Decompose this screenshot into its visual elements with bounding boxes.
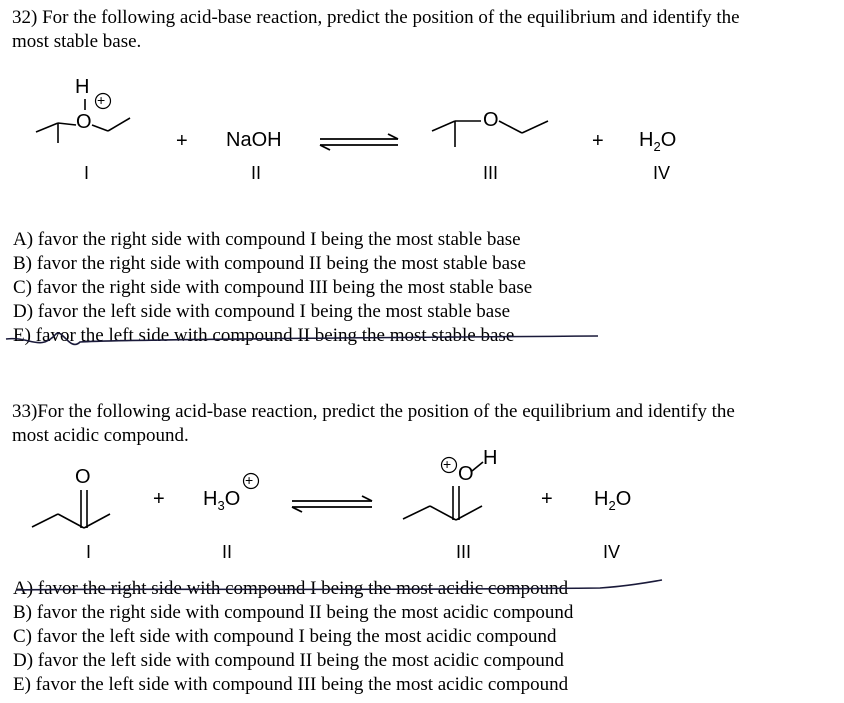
q32-compound-iii-o-atom: O <box>483 109 499 131</box>
q32-prompt-line1: 32) For the following acid-base reaction, predict the position of the equilibrium and identify the <box>12 7 740 28</box>
q33-plus-2: + <box>541 488 553 510</box>
q33-compound-iii-charge: + <box>443 456 452 472</box>
q33-option-b[interactable]: B) favor the right side with compound II being the most acidic compound <box>13 602 574 623</box>
q33-water-product: $H_2O$ <box>594 488 632 513</box>
q33-option-a[interactable]: A) favor the right side with compound I being the most acidic compound <box>13 578 569 599</box>
q32-option-d[interactable]: D) favor the left side with compound I being the most stable base <box>13 301 511 322</box>
q33-label-iii: III <box>456 542 472 562</box>
q33-compound-iii-h-atom: H <box>483 447 498 469</box>
q33-option-e[interactable]: E) favor the left side with compound III being the most acidic compound <box>13 674 569 695</box>
q33-prompt-line1: 33)For the following acid-base reaction, predict the position of the equilibrium and identify the <box>12 401 735 422</box>
q33-compound-i-o-atom: O <box>75 466 91 488</box>
q32-option-c[interactable]: C) favor the right side with compound III being the most stable base <box>13 277 533 298</box>
q33-option-c[interactable]: C) favor the left side with compound I being the most acidic compound <box>13 626 557 647</box>
q33-compound-iii-o-atom: O <box>458 463 474 485</box>
q32-option-b[interactable]: B) favor the right side with compound II being the most stable base <box>13 253 526 274</box>
q33-label-iv: IV <box>603 542 621 562</box>
q33-hydronium-charge: + <box>245 472 254 488</box>
q32-plus-1: + <box>176 130 188 152</box>
q32-water-product: $H_2O$ <box>639 129 677 154</box>
q33-label-ii: II <box>222 542 233 562</box>
q32-label-i: I <box>84 163 90 183</box>
q32-compound-i-h-atom: H <box>75 76 90 98</box>
q32-prompt-line2: most stable base. <box>12 31 142 52</box>
q32-label-iv: IV <box>653 163 671 183</box>
q32-compound-i-charge: + <box>97 92 106 108</box>
q33-plus-1: + <box>153 488 165 510</box>
q32-option-e[interactable]: E) favor the left side with compound II being the most stable base <box>13 325 515 346</box>
q33-reagent-hydronium: $H_3O$ <box>203 488 241 513</box>
q33-prompt-line2: most acidic compound. <box>12 425 189 446</box>
q32-compound-i-o-atom: O <box>76 111 92 133</box>
q33-option-d[interactable]: D) favor the left side with compound II being the most acidic compound <box>13 650 564 671</box>
q32-label-ii: II <box>251 163 262 183</box>
q32-plus-2: + <box>592 130 604 152</box>
q32-option-a[interactable]: A) favor the right side with compound I being the most stable base <box>13 229 521 250</box>
q33-label-i: I <box>86 542 92 562</box>
q32-label-iii: III <box>483 163 499 183</box>
q32-reagent-naoh: NaOH <box>226 129 282 151</box>
